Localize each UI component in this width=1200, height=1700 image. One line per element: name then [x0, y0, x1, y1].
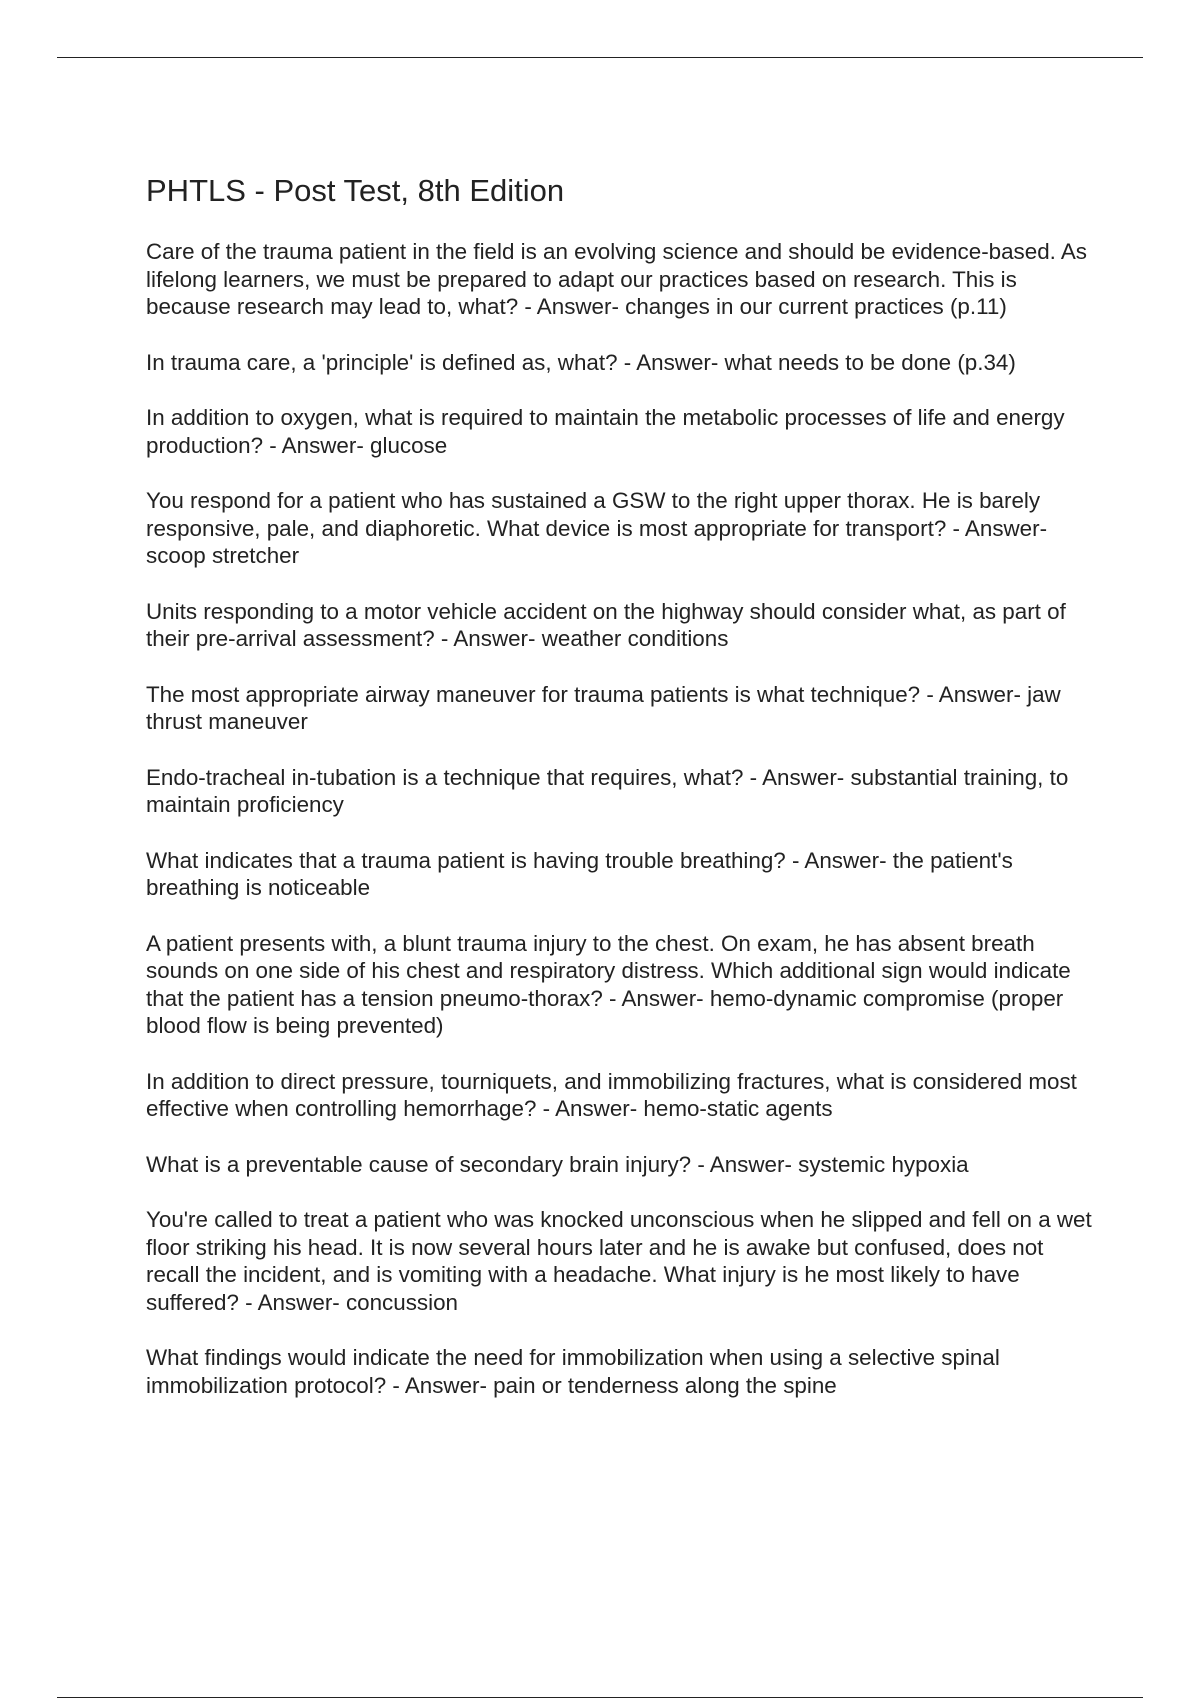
qa-item-4: You respond for a patient who has sustained a GSW to the right upper thorax. He is barely responsive, pale, and diaphoretic. What device is most appropriate for transport? - Answer- scoop stretcher	[146, 488, 1048, 568]
header-divider	[57, 57, 1143, 58]
qa-item-3: In addition to oxygen, what is required to maintain the metabolic processes of life and energy production? - Answer- glucose	[146, 405, 1065, 458]
qa-item-13: What findings would indicate the need for immobilization when using a selective spinal immobilization protocol? - Answer- pain or tenderness along the spine	[146, 1345, 1000, 1398]
qa-item-7: Endo-tracheal in-tubation is a technique that requires, what? - Answer- substantial training, to maintain proficiency	[146, 764, 1069, 817]
qa-item-2: In trauma care, a 'principle' is defined as, what? - Answer- what needs to be done (p.34)	[146, 349, 1016, 375]
qa-item-10: In addition to direct pressure, tourniquets, and immobilizing fractures, what is considered most effective when controlling hemorrhage? - Answer- hemo-static agents	[146, 1068, 1077, 1121]
qa-item-8: What indicates that a trauma patient is having trouble breathing? - Answer- the patient's breathing is noticeable	[146, 847, 1013, 900]
qa-item-12: You're called to treat a patient who was knocked unconscious when he slipped and fell on a wet floor striking his head. It is now several hours later and he is awake but confused, does not recall the incident, and is vomiting with a headache. What injury is he most likely to have suffered? - Answer- concussion	[146, 1207, 1092, 1315]
qa-item-11: What is a preventable cause of secondary brain injury? - Answer- systemic hypoxia	[146, 1151, 969, 1177]
question-answer-list	[146, 238, 1096, 1399]
qa-item-9: A patient presents with, a blunt trauma injury to the chest. On exam, he has absent breath sounds on one side of his chest and respiratory distress. Which additional sign would indicate that the patient has a tension pneumo-thorax? - Answer- hemo-dynamic compromise (proper blood flow is being prevented)	[146, 930, 1071, 1038]
qa-item-6: The most appropriate airway maneuver for trauma patients is what technique? - Answer- jaw thrust maneuver	[146, 681, 1061, 734]
document-body	[146, 170, 1096, 1427]
qa-item-5: Units responding to a motor vehicle accident on the highway should consider what, as part of their pre-arrival assessment? - Answer- weather conditions	[146, 598, 1066, 651]
document-title: PHTLS - Post Test, 8th Edition	[146, 173, 565, 208]
footer-divider	[57, 1697, 1143, 1698]
qa-item-1: Care of the trauma patient in the field is an evolving science and should be evidence-based. As lifelong learners, we must be prepared to adapt our practices based on research. This is because research may lead to, what? - Answer- changes in our current practices (p.11)	[146, 239, 1087, 319]
